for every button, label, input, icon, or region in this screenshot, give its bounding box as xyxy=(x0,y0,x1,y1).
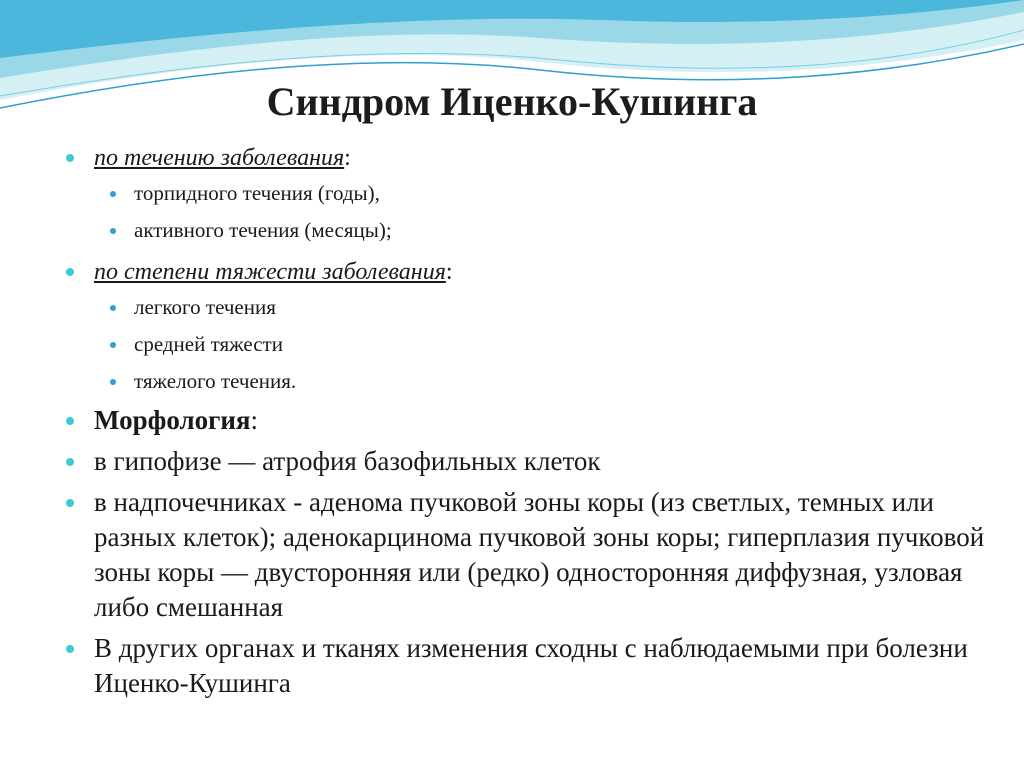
sub-item-text: легкого течения xyxy=(134,295,276,319)
sub-item-text: активного течения (месяцы); xyxy=(134,218,392,242)
list-item-pituitary xyxy=(66,444,996,479)
list-item-other xyxy=(66,631,996,701)
course-label: по течению заболевания xyxy=(94,145,345,171)
pituitary-text: в гипофизе — атрофия базофильных клеток xyxy=(94,446,601,476)
sub-item xyxy=(66,330,996,358)
morphology-label: Морфология xyxy=(94,405,251,435)
severity-label: по степени тяжести заболевания xyxy=(94,259,446,285)
adrenal-text: в надпочечниках - аденома пучковой зоны коры (из светлых, темных или разных клеток); аденокарцинома пучковой зоны коры; гиперплазия пучковой зоны коры — двусторонняя или (редко) односторонняя диффузная, узловая либо смешанная xyxy=(94,487,985,622)
bullet-icon xyxy=(66,268,74,276)
sub-bullet-icon xyxy=(110,342,116,348)
other-text: В других органах и тканях изменения сходны с наблюдаемыми при болезни Иценко-Кушинга xyxy=(94,633,968,698)
slide-title: Синдром Иценко-Кушинга xyxy=(266,79,758,124)
course-suffix: : xyxy=(344,145,351,171)
sub-bullet-icon xyxy=(110,379,116,385)
sub-item-text: тяжелого течения. xyxy=(134,369,297,393)
sub-item-text: средней тяжести xyxy=(134,332,283,356)
bullet-icon xyxy=(66,417,74,425)
morphology-suffix: : xyxy=(250,405,259,435)
sub-bullet-icon xyxy=(110,305,116,311)
list-item-course xyxy=(66,142,996,175)
sub-item xyxy=(66,367,996,395)
sub-item xyxy=(66,216,996,244)
sub-item-text: торпидного течения (годы), xyxy=(134,181,380,205)
sub-item xyxy=(66,293,996,321)
slide-content xyxy=(66,142,996,701)
sub-bullet-icon xyxy=(110,191,116,197)
bullet-icon xyxy=(66,154,74,162)
list-item-adrenal xyxy=(66,485,996,625)
bullet-icon xyxy=(66,499,74,507)
bullet-icon xyxy=(66,645,74,653)
bullet-icon xyxy=(66,458,74,466)
list-item-morphology xyxy=(66,403,996,438)
sub-item xyxy=(66,179,996,207)
severity-suffix: : xyxy=(445,259,453,285)
list-item-severity xyxy=(66,256,996,289)
sub-bullet-icon xyxy=(110,228,116,234)
